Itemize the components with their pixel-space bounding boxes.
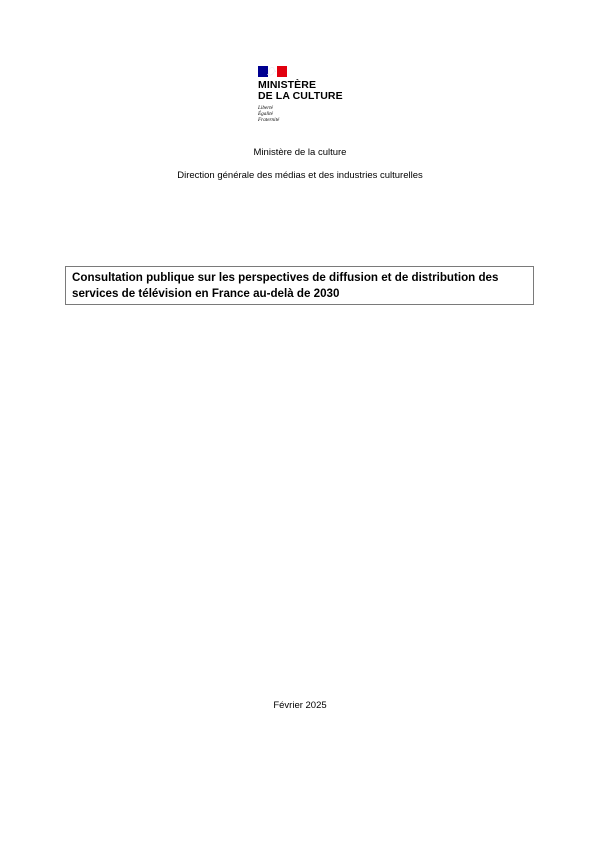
- ministry-name-line2: DE LA CULTURE: [258, 90, 343, 102]
- ministry-name: [258, 80, 378, 102]
- document-title: Consultation publique sur les perspectives de diffusion et de distribution des services de télévision en France au-delà de 2030: [65, 266, 534, 305]
- directorate-label: Direction générale des médias et des industries culturelles: [177, 170, 423, 181]
- republic-motto: [258, 105, 378, 123]
- ministry-logo: [258, 66, 378, 123]
- marianne-icon: [266, 67, 277, 76]
- motto-egalite: Égalité: [258, 111, 273, 117]
- french-flag-icon: [258, 66, 287, 77]
- ministry-name-line1: MINISTÈRE: [258, 79, 317, 91]
- document-date: Février 2025: [273, 700, 327, 711]
- ministry-label: Ministère de la culture: [253, 147, 347, 158]
- motto-liberte: Liberté: [258, 105, 273, 111]
- motto-fraternite: Fraternité: [258, 117, 280, 123]
